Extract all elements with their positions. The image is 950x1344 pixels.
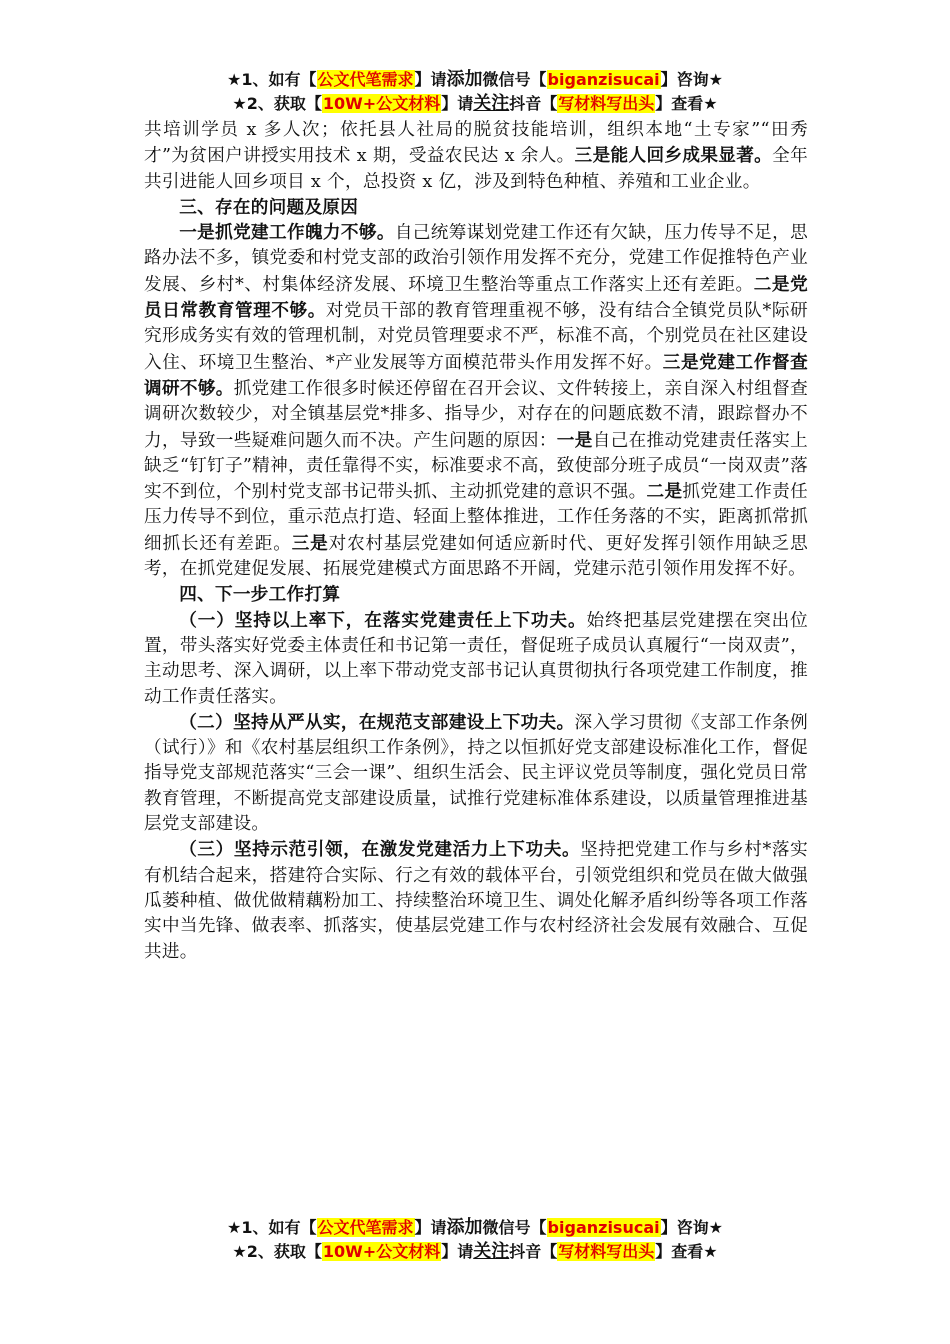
bold-lead: 三是能人回乡成果显著。: [574, 145, 773, 167]
document-body: [144, 118, 808, 965]
bold-lead: 二是: [646, 481, 683, 503]
highlight-douyin: 写材料写出头: [558, 94, 655, 113]
highlight-douyin: 写材料写出头: [558, 1242, 655, 1261]
banner-text: ★1、如有【: [227, 70, 317, 89]
banner-text: 】查看★: [655, 1242, 718, 1261]
body-text: 坚持把党建工作与乡村*落实有机结合起来，搭建符合实际、行之有效的载体平台，引领党组织和党员在做大做强瓜蒌种植、做优做精藕粉加工、持续整治环境卫生、调处化解矛盾纠纷等各项工作落实中当先锋、做表率、抓落实，使基层党建工作与农村经济社会发展有效融合、互促共进。: [144, 840, 808, 962]
highlight-materials: 10W+公文材料: [322, 94, 441, 113]
highlight-service: 公文代笔需求: [317, 70, 414, 89]
section-heading-problems: 三、存在的问题及原因: [179, 196, 359, 218]
banner-line-2: [0, 1240, 950, 1264]
body-text: 对农村基层党建如何适应新时代、更好发挥引领作用缺乏思考，在抓党建促发展、拓展党建模式方面思路不开阔，党建示范引领作用发挥不好。: [144, 533, 808, 580]
highlight-materials: 10W+公文材料: [322, 1242, 441, 1261]
banner-text: 】请: [414, 1218, 447, 1237]
banner-line-1: [0, 1216, 950, 1240]
bold-lead: 一是: [556, 429, 593, 451]
banner-line-1: [0, 68, 950, 92]
banner-text: 】咨询★: [660, 70, 723, 89]
banner-emphasis: 添加: [446, 69, 483, 90]
section-heading-next-steps: 四、下一步工作打算: [179, 584, 341, 606]
banner-text: ★1、如有【: [227, 1218, 317, 1237]
paragraph-next-step-3: [144, 837, 808, 964]
banner-line-2: [0, 92, 950, 116]
body-text: 深入学习贯彻《支部工作条例（试行）》和《农村基层组织工作条例》，持之以恒抓好党支部建设标准化工作，督促指导党支部规范落实“三会一课”、组织生活会、民主评议党员等制度，强化党员日常教育管理，不断提高党支部建设质量，试推行党建标准体系建设，以质量管理推进基层党支部建设。: [144, 712, 808, 835]
body-text: 对党员干部的教育管理重视不够，没有结合全镇党员队*际研究形成务实有效的管理机制，对党员管理要求不严，标准不高，个别党员在社区建设入住、环境卫生整治、*产业发展等方面模范带头作用发挥不好。: [144, 301, 808, 373]
body-text: 自己统筹谋划党建工作还有欠缺，压力传导不足，思路办法不多，镇党委和村党支部的政治引领作用发挥不充分，党建工作促推特色产业发展、乡村*、村集体经济发展、环境卫生整治等重点工作落实上还有差距。: [144, 223, 808, 295]
banner-emphasis: 关注: [473, 93, 510, 114]
highlight-wechat-id: biganzisucai: [547, 70, 660, 89]
body-text: 始终把基层党建摆在突出位置，带头落实好党委主体责任和书记第一责任，督促班子成员认真履行“一岗双责”，主动思考、深入调研，以上率下带动党支部书记认真贯彻执行各项党建工作制度，推动工作责任落实。: [144, 610, 808, 707]
banner-text: 】请: [441, 1242, 474, 1261]
banner-text: 】请: [414, 70, 447, 89]
bold-lead: 二是党员日常教育管理不够。: [144, 273, 808, 322]
subheading: （一）坚持以上率下，在落实党建责任上下功夫。: [179, 609, 587, 631]
body-text: 抓党建工作责任压力传导不到位，重示范点打造、轻面上整体推进，工作任务落的不实，距离抓常抓细抓长还有差距。: [144, 482, 808, 554]
subheading: （三）坚持示范引领，在激发党建活力上下功夫。: [179, 839, 581, 861]
banner-emphasis: 添加: [446, 1217, 483, 1238]
subheading: （二）坚持从严从实，在规范支部建设上下功夫。: [179, 711, 575, 733]
footer-banner: [0, 1216, 950, 1264]
banner-text: 】查看★: [655, 94, 718, 113]
body-text: 全年共引进能人回乡项目 x 个，总投资 x 亿，涉及到特色种植、养殖和工业企业。: [144, 146, 808, 192]
bold-lead: 三是: [291, 532, 329, 554]
banner-text: 微信号【: [482, 70, 547, 89]
body-text: 抓党建工作很多时候还停留在召开会议、文件转接上，亲自深入村组督查调研次数较少，对全镇基层党*排多、指导少，对存在的问题底数不清，跟踪督办不力，导致一些疑难问题久而不决。产生问题的原因：: [144, 378, 808, 451]
banner-emphasis: 关注: [473, 1241, 510, 1262]
body-text: 自己在推动党建责任落实上缺乏“钉钉子”精神，责任靠得不实，标准要求不高，致使部分班子成员“一岗双责”落实不到位，个别村党支部书记带头抓、主动抓党建的意识不强。: [144, 430, 808, 503]
paragraph-results: [144, 118, 808, 195]
banner-text: ★2、获取【: [232, 1242, 322, 1261]
paragraph-problems: [144, 220, 808, 582]
banner-text: 】咨询★: [660, 1218, 723, 1237]
body-text: 共培训学员 x 多人次；依托县人社局的脱贫技能培训，组织本地“土专家”“田秀才”为贫困户讲授实用技术 x 期，受益农民达 x 余人。: [144, 120, 808, 167]
header-banner: [0, 68, 950, 116]
bold-lead: 三是党建工作督查调研不够。: [144, 351, 809, 399]
banner-text: 微信号【: [482, 1218, 547, 1237]
paragraph-next-step-2: [144, 710, 808, 837]
paragraph-next-step-1: [144, 608, 808, 710]
highlight-wechat-id: biganzisucai: [547, 1218, 660, 1237]
banner-text: ★2、获取【: [232, 94, 322, 113]
banner-text: 抖音【: [509, 1242, 558, 1261]
banner-text: 抖音【: [509, 94, 558, 113]
bold-lead: 一是抓党建工作魄力不够。: [179, 222, 395, 244]
highlight-service: 公文代笔需求: [317, 1218, 414, 1237]
banner-text: 】请: [441, 94, 474, 113]
